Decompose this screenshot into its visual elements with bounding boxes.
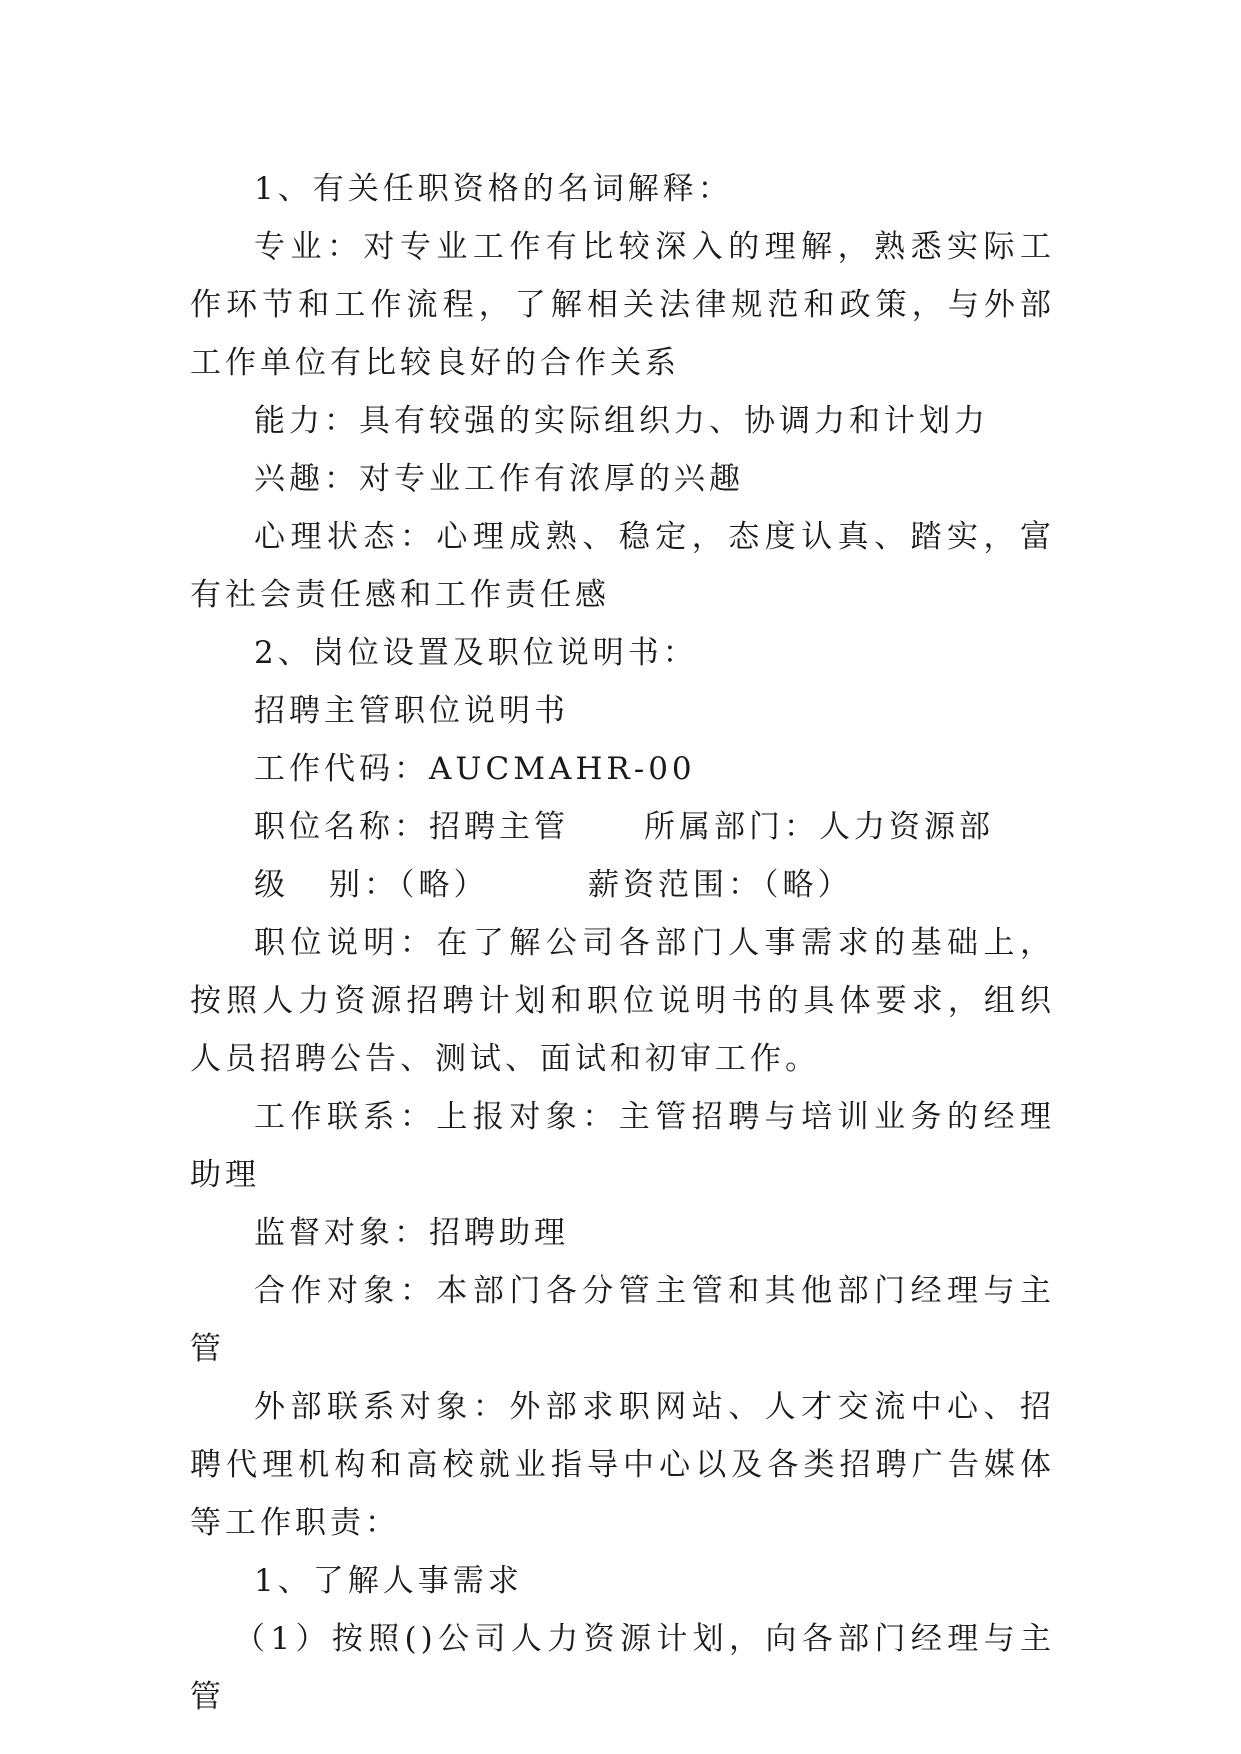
position-name: 职位名称：招聘主管	[254, 809, 569, 845]
paragraph-external: 外部联系对象：外部求职网站、人才交流中心、招聘代理机构和高校就业指导中心以及各类招聘广告媒体等工作职责：	[190, 1389, 1055, 1541]
paragraph-cooperate: 合作对象：本部门各分管主管和其他部门经理与主管	[190, 1273, 1055, 1367]
heading-positions: 2、岗位设置及职位说明书：	[254, 635, 698, 671]
salary-range: 薪资范围：（略）	[588, 867, 853, 903]
grade	[254, 856, 588, 914]
grade-salary-row	[190, 856, 1055, 914]
grade-label: 级	[254, 867, 289, 903]
paragraph-interest: 兴趣：对专业工作有浓厚的兴趣	[254, 461, 744, 497]
paragraph-position-desc: 职位说明：在了解公司各部门人事需求的基础上，按照人力资源招聘计划和职位说明书的具体要求，组织人员招聘公告、测试、面试和初审工作。	[190, 925, 1055, 1077]
paragraph-ability: 能力：具有较强的实际组织力、协调力和计划力	[254, 403, 989, 439]
paragraph-mental-state: 心理状态：心理成熟、稳定，态度认真、踏实，富有社会责任感和工作责任感	[190, 519, 1055, 613]
heading-terms: 1、有关任职资格的名词解释：	[254, 171, 733, 207]
paragraph-professional: 专业：对专业工作有比较深入的理解，熟悉实际工作环节和工作流程，了解相关法律规范和政策，与外部工作单位有比较良好的合作关系	[190, 229, 1055, 381]
grade-value: 别：（略）	[329, 867, 489, 903]
paragraph-supervise: 监督对象：招聘助理	[254, 1215, 569, 1251]
position-department-row	[190, 798, 1055, 856]
paragraph-work-contact: 工作联系：上报对象：主管招聘与培训业务的经理助理	[190, 1099, 1055, 1193]
department: 所属部门：人力资源部	[644, 809, 994, 845]
document-body	[190, 160, 1055, 1726]
duty-1: 1、了解人事需求	[254, 1563, 523, 1599]
duty-1-1: （1）按照()公司人力资源计划，向各部门经理与主管	[190, 1621, 1055, 1715]
job-doc-title: 招聘主管职位说明书	[254, 693, 569, 729]
job-code: 工作代码：AUCMAHR-00	[254, 751, 696, 787]
